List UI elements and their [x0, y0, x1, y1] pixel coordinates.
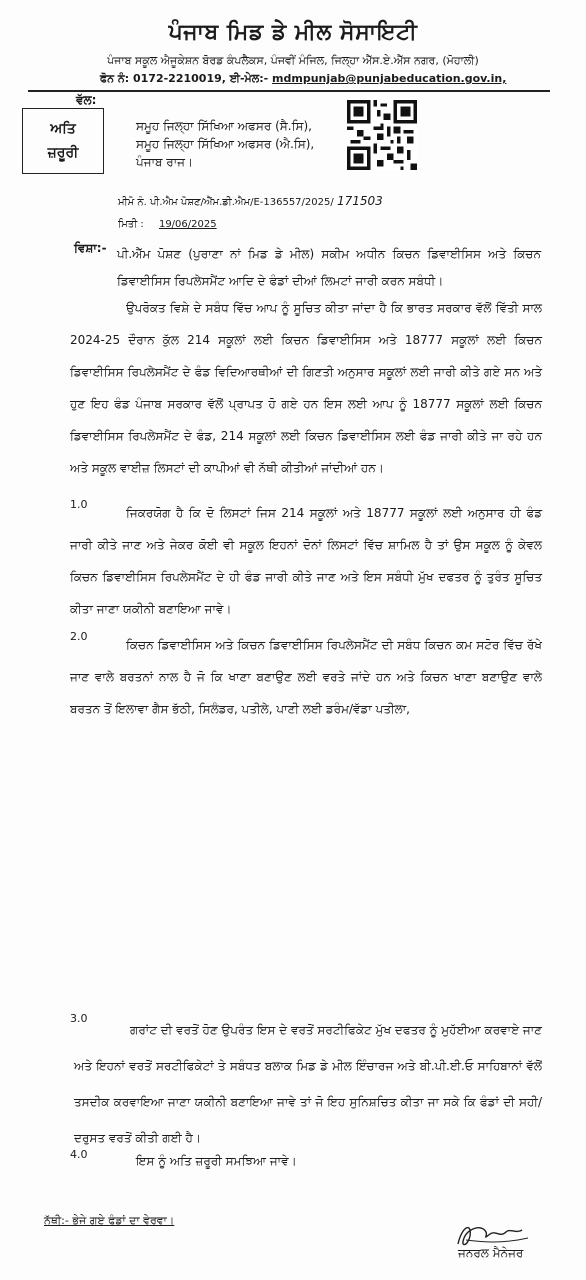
urgent-line-1: ਅਤਿ: [50, 121, 76, 137]
phone-text: ਫੋਨ ਨੰ: 0172-2210019, ਈ-ਮੇਲ:-: [100, 72, 269, 85]
point-text: ਜਿਕਰਯੋਗ ਹੈ ਕਿ ਦੋ ਲਿਸਟਾਂ ਜਿਸ 214 ਸਕੂਲਾਂ ਅਤੇ 18777 ਸਕੂਲਾਂ ਲਈ ਅਨੁਸਾਰ ਹੀ ਫੰਡ ਜਾਰੀ ਕੀਤੇ ਜਾਣ ਅਤੇ ਜੇਕਰ ਕੋਈ ਵੀ ਸਕੂਲ ਇਹਨਾਂ ਦੋਨਾਂ ਲਿਸਟਾਂ ਵਿੱਚ ਸ਼ਾਮਿਲ ਹੈ ਤਾਂ ਉਸ ਸਕੂਲ ਨੂੰ ਕੇਵਲ ਕਿਚਨ ਡਿਵਾਈਸਿਸ ਰਿਪਲੇਸਮੈਂਟ ਦੇ ਹੀ ਫੰਡ ਜਾਰੀ ਕੀਤੇ ਜਾਣ ਅਤੇ ਇਸ ਸਬੰਧੀ ਮੁੱਖ ਦਫਤਰ ਨੂੰ ਤੁਰੰਤ ਸੂਚਿਤ ਕੀਤਾ ਜਾਣਾ ਯਕੀਨੀ ਬਣਾਇਆ ਜਾਵੇ।: [70, 506, 542, 616]
to-label: ਵੱਲ:: [76, 93, 97, 107]
subject-label: ਵਿਸ਼ਾ:-: [74, 241, 107, 255]
recipient-line: ਸਮੂਹ ਜਿਲ੍ਹਾ ਸਿੱਖਿਆ ਅਫਸਰ (ਸੈ.ਸਿ),: [136, 119, 312, 133]
point-text: ਗਰਾਂਟ ਦੀ ਵਰਤੋਂ ਹੋਣ ਉਪਰੰਤ ਇਸ ਦੇ ਵਰਤੋਂ ਸਰਟੀਫਿਕੇਟ ਮੁੱਖ ਦਫਤਰ ਨੂੰ ਮੁਹੱਈਆ ਕਰਵਾਏ ਜਾਣ ਅਤੇ ਇਹਨਾਂ ਵਰਤੋਂ ਸਰਟੀਫਿਕੇਟਾਂ ਤੇ ਸਬੰਧਤ ਬਲਾਕ ਮਿਡ ਡੇ ਮੀਲ ਇੰਚਾਰਜ ਅਤੇ ਬੀ.ਪੀ.ਈ.ਓ ਸਾਹਿਬਾਨਾਂ ਵੱਲੋਂ ਤਸਦੀਕ ਕਰਵਾਇਆ ਜਾਣਾ ਯਕੀਨੀ ਬਣਾਇਆ ਜਾਵੇ ਤਾਂ ਜੋ ਇਹ ਸੁਨਿਸ਼ਚਿਤ ਕੀਤਾ ਜਾ ਸਕੇ ਕਿ ਫੰਡਾਂ ਦੀ ਸਹੀ/ਦਰੁਸਤ ਵਰਤੋਂ ਕੀਤੀ ਗਈ ਹੈ।: [74, 1023, 542, 1145]
point-number: 4.0: [70, 1148, 88, 1161]
memo-text: ਮੀਮੋ ਨੰ. ਪੀ.ਐਮ ਪੋਸ਼ਣ/ਐੱਮ.ਡੀ.ਐਮ/E-136557/2025/: [118, 197, 334, 208]
letter-date: [118, 219, 217, 230]
point-number: 1.0: [70, 498, 88, 511]
intro-paragraph: [70, 292, 542, 484]
recipient-line: ਪੰਜਾਬ ਰਾਜ।: [136, 155, 194, 169]
contact-line: [100, 72, 586, 86]
date-value: 19/06/2025: [158, 219, 217, 230]
point-paragraph: ਇਸ ਨੂੰ ਅਤਿ ਜ਼ਰੂਰੀ ਸਮਝਿਆ ਜਾਵੇ।: [136, 1154, 297, 1168]
memo-handwritten-number: 171503: [336, 194, 383, 208]
date-label: ਮਿਤੀ :: [118, 219, 144, 230]
society-title: ਪੰਜਾਬ ਮਿਡ ਡੇ ਮੀਲ ਸੋਸਾਇਟੀ: [168, 20, 418, 45]
intro-text: ਉਪਰੋਕਤ ਵਿਸ਼ੇ ਦੇ ਸਬੰਧ ਵਿੱਚ ਆਪ ਨੂੰ ਸੂਚਿਤ ਕੀਤਾ ਜਾਂਦਾ ਹੈ ਕਿ ਭਾਰਤ ਸਰਕਾਰ ਵੱਲੋਂ ਵਿੱਤੀ ਸਾਲ 2024-25 ਦੌਰਾਨ ਕੁੱਲ 214 ਸਕੂਲਾਂ ਲਈ ਕਿਚਨ ਡਿਵਾਈਸਿਸ ਅਤੇ 18777 ਸਕੂਲਾਂ ਲਈ ਕਿਚਨ ਡਿਵਾਈਸਿਸ ਰਿਪਲੇਸਮੈਂਟ ਦੇ ਫੰਡ ਵਿਦਿਆਰਥੀਆਂ ਦੀ ਗਿਣਤੀ ਅਨੁਸਾਰ ਸਕੂਲਾਂ ਲਈ ਜਾਰੀ ਕੀਤੇ ਗਏ ਸਨ ਅਤੇ ਹੁਣ ਇਹ ਫੰਡ ਪੰਜਾਬ ਸਰਕਾਰ ਵੱਲੋਂ ਪ੍ਰਾਪਤ ਹੋ ਗਏ ਹਨ ਇਸ ਲਈ ਆਪ ਨੂੰ 18777 ਸਕੂਲਾਂ ਲਈ ਕਿਚਨ ਡਿਵਾਈਸਿਸ ਰਿਪਲੇਸਮੈਂਟ ਦੇ ਫੰਡ, 214 ਸਕੂਲਾਂ ਲਈ ਕਿਚਨ ਡਿਵਾਈਸਿਸ ਲਈ ਫੰਡ ਜਾਰੀ ਕੀਤੇ ਜਾ ਰਹੇ ਹਨ ਅਤੇ ਸਕੂਲ ਵਾਈਜ਼ ਲਿਸਟਾਂ ਦੀ ਕਾਪੀਆਂ ਵੀ ਨੱਥੀ ਕੀਤੀਆਂ ਜਾਂਦੀਆਂ ਹਨ।: [70, 301, 542, 475]
point-number: 2.0: [70, 630, 88, 643]
header-divider: [28, 90, 550, 92]
point-text: ਕਿਚਨ ਡਿਵਾਈਸਿਸ ਅਤੇ ਕਿਚਨ ਡਿਵਾਈਸਿਸ ਰਿਪਲੇਸਮੈਂਟ ਦੀ ਸਬੰਧ ਕਿਚਨ ਕਮ ਸਟੋਰ ਵਿੱਚ ਰੱਖੇ ਜਾਣ ਵਾਲੇ ਬਰਤਨਾਂ ਨਾਲ ਹੈ ਜੋ ਕਿ ਖਾਣਾ ਬਣਾਉਣ ਲਈ ਵਰਤੇ ਜਾਂਦੇ ਹਨ ਅਤੇ ਕਿਚਨ ਖਾਣਾ ਬਣਾਉਣ ਵਾਲੇ ਬਰਤਨ ਤੋਂ ਇਲਾਵਾ ਗੈਸ ਭੱਠੀ, ਸਿਲੰਡਰ, ਪਤੀਲੇ, ਪਾਣੀ ਲਈ ਡਰੰਮ/ਵੱਡਾ ਪਤੀਲਾ,: [70, 638, 542, 716]
recipient-block: [136, 117, 314, 171]
email-link[interactable]: mdmpunjab@punjabeducation.gov.in,: [272, 72, 507, 85]
urgent-line-2: ਜ਼ਰੂਰੀ: [47, 145, 79, 161]
point-paragraph: [74, 1012, 542, 1156]
recipient-line: ਸਮੂਹ ਜਿਲ੍ਹਾ ਸਿੱਖਿਆ ਅਫਸਰ (ਐ.ਸਿ),: [136, 137, 315, 151]
signatory-title: ਜਨਰਲ ਮੈਨੇਜਰ: [458, 1246, 524, 1260]
point-paragraph: [70, 629, 542, 725]
point-number: 3.0: [70, 1012, 88, 1025]
urgent-stamp-box: [22, 108, 104, 174]
qr-code-icon: [347, 100, 417, 170]
memo-number: [118, 194, 383, 208]
office-address: ਪੰਜਾਬ ਸਕੂਲ ਐਜੂਕੇਸ਼ਨ ਬੋਰਡ ਕੰਪਲੈਕਸ, ਪੰਜਵੀਂ ਮੰਜਿਲ, ਜਿਲ੍ਹਾ ਐੱਸ.ਏ.ਐੱਸ ਨਗਰ, (ਮੋਹਾਲੀ): [107, 54, 479, 67]
enclosure-note: ਨੱਥੀ:- ਭੇਜੇ ਗਏ ਫੰਡਾਂ ਦਾ ਵੇਰਵਾ।: [44, 1214, 175, 1227]
subject-text: ਪੀ.ਐੱਮ ਪੋਸ਼ਣ (ਪੁਰਾਣਾ ਨਾਂ ਮਿਡ ਡੇ ਮੀਲ) ਸਕੀਮ ਅਧੀਨ ਕਿਚਨ ਡਿਵਾਈਸਿਸ ਅਤੇ ਕਿਚਨ ਡਿਵਾਈਸਿਸ ਰਿਪਲੇਸਮੈਂਟ ਆਦਿ ਦੇ ਫੰਡਾਂ ਦੀਆਂ ਲਿਮਟਾਂ ਜਾਰੀ ਕਰਨ ਸਬੰਧੀ।: [117, 247, 541, 288]
point-paragraph: [70, 497, 542, 625]
